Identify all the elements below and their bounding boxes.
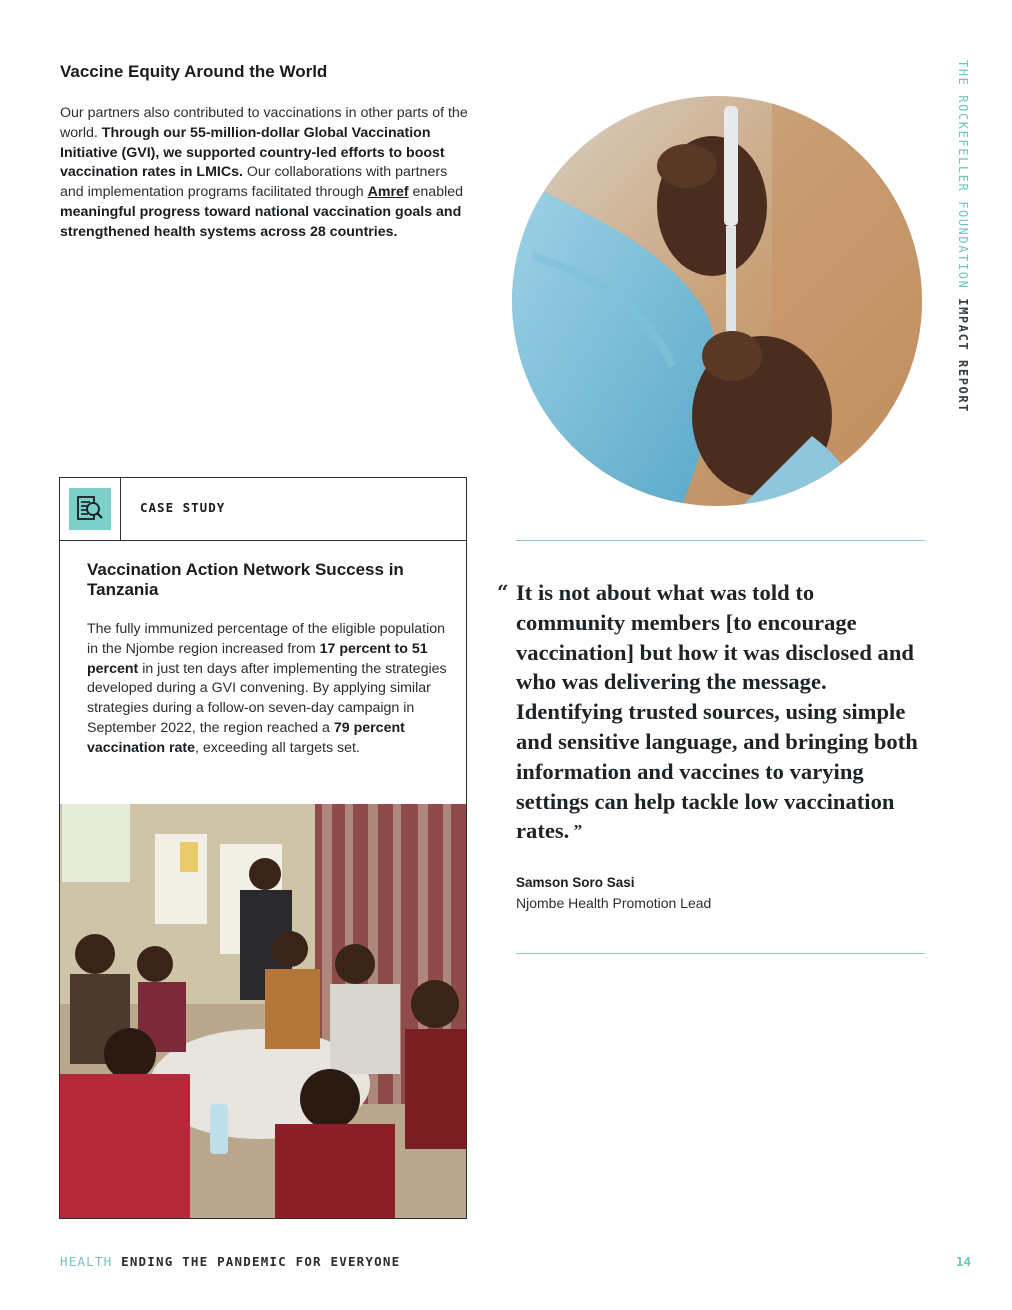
- quote-close-mark: ”: [569, 821, 583, 841]
- intro-text-3: enabled: [408, 184, 464, 201]
- case-text-2: in just ten days after implementing the strategies developed during a GVI convening. By applying similar strategies during a follow-on seven-day campaign in September 2022, the region reached a: [87, 660, 447, 736]
- quote-bottom-rule: [516, 953, 925, 954]
- footer-chapter: ENDING THE PANDEMIC FOR EVERYONE: [121, 1254, 401, 1269]
- page-number: 14: [956, 1254, 972, 1269]
- org-name: THE ROCKEFELLER FOUNDATION: [956, 60, 970, 290]
- pull-quote: [516, 578, 926, 846]
- intro-text-bold-1: Through our 55-million-dollar Global Vaccination Initiative (GVI), we supported country-led efforts to boost vaccination rates in LMICs.: [60, 124, 445, 181]
- case-study-header: [60, 478, 466, 541]
- section-title: Vaccine Equity Around the World: [60, 62, 328, 81]
- quote-open-mark: “: [497, 580, 509, 604]
- case-study-card: [59, 477, 467, 1219]
- intro-text-1: Our partners also contributed to vaccinations in other parts of the world.: [60, 105, 468, 141]
- report-side-label: [956, 60, 976, 420]
- intro-paragraph: [60, 104, 470, 243]
- quote-author-role: Njombe Health Promotion Lead: [516, 895, 712, 911]
- document-search-icon: [69, 488, 111, 530]
- case-study-paragraph: [87, 620, 447, 759]
- amref-link[interactable]: Amref: [367, 184, 409, 201]
- case-study-label: CASE STUDY: [140, 500, 226, 515]
- footer-section: HEALTH: [60, 1254, 113, 1269]
- intro-text-2: Our collaborations with partners and implementation programs facilitated through: [60, 164, 448, 201]
- case-text-1: The fully immunized percentage of the eligible population in the Njombe region increased from: [87, 621, 446, 657]
- report-name: IMPACT REPORT: [956, 298, 970, 414]
- quote-author: Samson Soro Sasi: [516, 875, 635, 890]
- workshop-group-photo: [60, 804, 466, 1218]
- case-text-3: , exceeding all targets set.: [195, 739, 360, 756]
- intro-text-bold-2: meaningful progress toward national vaccination goals and strengthened health systems across 28 countries.: [60, 203, 462, 240]
- quote-body: It is not about what was told to community members [to encourage vaccination] but how it was disclosed and who was delivering the message. Identifying trusted sources, using simple and sensitive language, and bringing both information and vaccines to varying settings can help tackle low vaccination rates.: [516, 580, 918, 844]
- case-text-bold-2: 79 percent vaccination rate: [87, 719, 405, 756]
- quote-top-rule: [516, 540, 925, 541]
- page-footer: [60, 1254, 400, 1269]
- case-study-title: Vaccination Action Network Success in Tanzania: [87, 560, 404, 599]
- vaccine-syringe-photo: [512, 96, 922, 506]
- case-text-bold-1: 17 percent to 51 percent: [87, 640, 428, 677]
- case-study-icon-box: [60, 478, 121, 540]
